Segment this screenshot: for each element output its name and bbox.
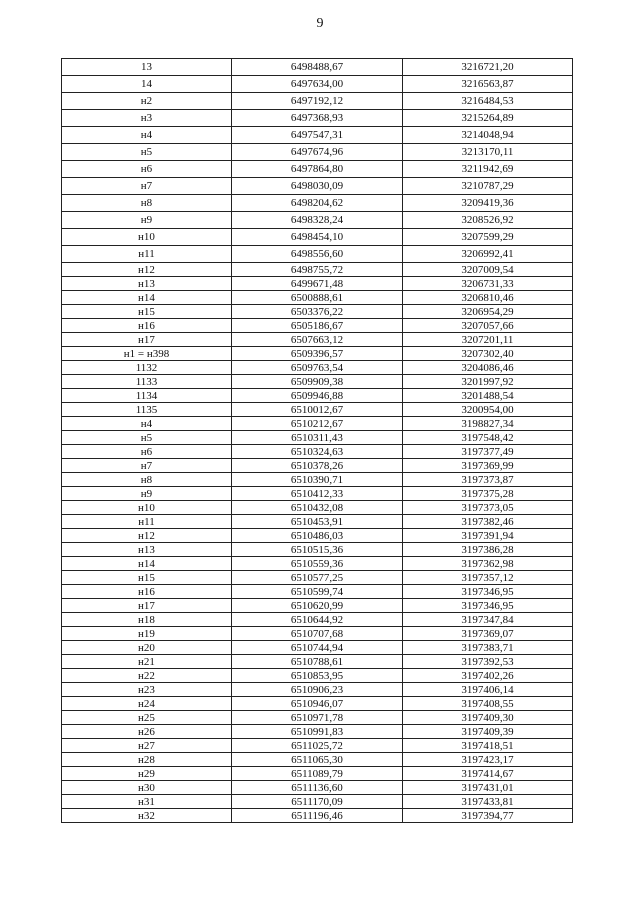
table-row <box>62 277 573 291</box>
table-row <box>62 669 573 683</box>
y-coordinate-cell: 3197409,30 <box>403 711 573 725</box>
table-row <box>62 403 573 417</box>
y-coordinate-cell: 3197362,98 <box>403 557 573 571</box>
y-coordinate-cell: 3214048,94 <box>403 127 573 144</box>
point-number-cell: н14 <box>62 557 232 571</box>
table-row <box>62 361 573 375</box>
table-row <box>62 110 573 127</box>
x-coordinate-cell: 6511089,79 <box>232 767 403 781</box>
x-coordinate-cell: 6503376,22 <box>232 305 403 319</box>
table-row <box>62 93 573 110</box>
table-row <box>62 459 573 473</box>
point-number-cell: н15 <box>62 571 232 585</box>
y-coordinate-cell: 3197373,87 <box>403 473 573 487</box>
point-number-cell: н15 <box>62 305 232 319</box>
x-coordinate-cell: 6510707,68 <box>232 627 403 641</box>
x-coordinate-cell: 6498204,62 <box>232 195 403 212</box>
y-coordinate-cell: 3197369,99 <box>403 459 573 473</box>
y-coordinate-cell: 3210787,29 <box>403 178 573 195</box>
table-row <box>62 683 573 697</box>
table-row <box>62 473 573 487</box>
point-number-cell: н23 <box>62 683 232 697</box>
point-number-cell: н31 <box>62 795 232 809</box>
y-coordinate-cell: 3207057,66 <box>403 319 573 333</box>
point-number-cell: н8 <box>62 195 232 212</box>
x-coordinate-cell: 6510390,71 <box>232 473 403 487</box>
y-coordinate-cell: 3211942,69 <box>403 161 573 178</box>
x-coordinate-cell: 6498488,67 <box>232 59 403 76</box>
y-coordinate-cell: 3216563,87 <box>403 76 573 93</box>
table-row <box>62 291 573 305</box>
y-coordinate-cell: 3216721,20 <box>403 59 573 76</box>
x-coordinate-cell: 6498556,60 <box>232 246 403 263</box>
table-row <box>62 627 573 641</box>
x-coordinate-cell: 6511170,09 <box>232 795 403 809</box>
point-number-cell: н10 <box>62 229 232 246</box>
x-coordinate-cell: 6510744,94 <box>232 641 403 655</box>
point-number-cell: н28 <box>62 753 232 767</box>
table-row <box>62 212 573 229</box>
point-number-cell: 1132 <box>62 361 232 375</box>
table-row <box>62 195 573 212</box>
x-coordinate-cell: 6510012,67 <box>232 403 403 417</box>
x-coordinate-cell: 6510991,83 <box>232 725 403 739</box>
x-coordinate-cell: 6511136,60 <box>232 781 403 795</box>
table-row <box>62 809 573 823</box>
y-coordinate-cell: 3197431,01 <box>403 781 573 795</box>
table-row <box>62 431 573 445</box>
y-coordinate-cell: 3197548,42 <box>403 431 573 445</box>
x-coordinate-cell: 6500888,61 <box>232 291 403 305</box>
table-row <box>62 417 573 431</box>
y-coordinate-cell: 3207599,29 <box>403 229 573 246</box>
x-coordinate-cell: 6510515,36 <box>232 543 403 557</box>
x-coordinate-cell: 6510577,25 <box>232 571 403 585</box>
point-number-cell: н9 <box>62 212 232 229</box>
coordinates-table <box>61 58 573 823</box>
point-number-cell: н20 <box>62 641 232 655</box>
point-number-cell: н32 <box>62 809 232 823</box>
y-coordinate-cell: 3197408,55 <box>403 697 573 711</box>
y-coordinate-cell: 3197346,95 <box>403 599 573 613</box>
point-number-cell: 13 <box>62 59 232 76</box>
x-coordinate-cell: 6511025,72 <box>232 739 403 753</box>
point-number-cell: н5 <box>62 431 232 445</box>
table-row <box>62 697 573 711</box>
y-coordinate-cell: 3197357,12 <box>403 571 573 585</box>
x-coordinate-cell: 6505186,67 <box>232 319 403 333</box>
table-row <box>62 487 573 501</box>
point-number-cell: н11 <box>62 246 232 263</box>
table-row <box>62 501 573 515</box>
point-number-cell: н1 = н398 <box>62 347 232 361</box>
y-coordinate-cell: 3197347,84 <box>403 613 573 627</box>
x-coordinate-cell: 6507663,12 <box>232 333 403 347</box>
y-coordinate-cell: 3209419,36 <box>403 195 573 212</box>
y-coordinate-cell: 3197391,94 <box>403 529 573 543</box>
point-number-cell: 1133 <box>62 375 232 389</box>
x-coordinate-cell: 6510644,92 <box>232 613 403 627</box>
table-row <box>62 781 573 795</box>
table-row <box>62 305 573 319</box>
point-number-cell: н13 <box>62 543 232 557</box>
y-coordinate-cell: 3206954,29 <box>403 305 573 319</box>
x-coordinate-cell: 6510311,43 <box>232 431 403 445</box>
point-number-cell: н19 <box>62 627 232 641</box>
point-number-cell: н17 <box>62 333 232 347</box>
point-number-cell: н12 <box>62 529 232 543</box>
table-row <box>62 76 573 93</box>
x-coordinate-cell: 6497674,96 <box>232 144 403 161</box>
y-coordinate-cell: 3197382,46 <box>403 515 573 529</box>
point-number-cell: н21 <box>62 655 232 669</box>
x-coordinate-cell: 6497634,00 <box>232 76 403 93</box>
coordinates-table-body <box>62 59 573 823</box>
table-row <box>62 445 573 459</box>
y-coordinate-cell: 3207009,54 <box>403 263 573 277</box>
y-coordinate-cell: 3197346,95 <box>403 585 573 599</box>
y-coordinate-cell: 3201488,54 <box>403 389 573 403</box>
point-number-cell: н18 <box>62 613 232 627</box>
x-coordinate-cell: 6511196,46 <box>232 809 403 823</box>
point-number-cell: н26 <box>62 725 232 739</box>
table-row <box>62 599 573 613</box>
point-number-cell: 14 <box>62 76 232 93</box>
point-number-cell: 1135 <box>62 403 232 417</box>
y-coordinate-cell: 3197409,39 <box>403 725 573 739</box>
y-coordinate-cell: 3197418,51 <box>403 739 573 753</box>
table-row <box>62 767 573 781</box>
x-coordinate-cell: 6498755,72 <box>232 263 403 277</box>
y-coordinate-cell: 3197369,07 <box>403 627 573 641</box>
point-number-cell: н29 <box>62 767 232 781</box>
x-coordinate-cell: 6510946,07 <box>232 697 403 711</box>
table-row <box>62 725 573 739</box>
y-coordinate-cell: 3197392,53 <box>403 655 573 669</box>
table-row <box>62 655 573 669</box>
point-number-cell: н4 <box>62 127 232 144</box>
table-row <box>62 389 573 403</box>
table-row <box>62 515 573 529</box>
point-number-cell: н24 <box>62 697 232 711</box>
y-coordinate-cell: 3201997,92 <box>403 375 573 389</box>
table-row <box>62 613 573 627</box>
table-row <box>62 246 573 263</box>
table-row <box>62 178 573 195</box>
x-coordinate-cell: 6509396,57 <box>232 347 403 361</box>
x-coordinate-cell: 6497547,31 <box>232 127 403 144</box>
x-coordinate-cell: 6509909,38 <box>232 375 403 389</box>
x-coordinate-cell: 6511065,30 <box>232 753 403 767</box>
x-coordinate-cell: 6510620,99 <box>232 599 403 613</box>
y-coordinate-cell: 3215264,89 <box>403 110 573 127</box>
point-number-cell: н25 <box>62 711 232 725</box>
y-coordinate-cell: 3197423,17 <box>403 753 573 767</box>
y-coordinate-cell: 3197406,14 <box>403 683 573 697</box>
point-number-cell: н17 <box>62 599 232 613</box>
table-row <box>62 795 573 809</box>
point-number-cell: н4 <box>62 417 232 431</box>
x-coordinate-cell: 6498328,24 <box>232 212 403 229</box>
point-number-cell: н12 <box>62 263 232 277</box>
point-number-cell: н7 <box>62 178 232 195</box>
point-number-cell: 1134 <box>62 389 232 403</box>
point-number-cell: н22 <box>62 669 232 683</box>
table-row <box>62 529 573 543</box>
table-row <box>62 557 573 571</box>
point-number-cell: н3 <box>62 110 232 127</box>
point-number-cell: н7 <box>62 459 232 473</box>
table-row <box>62 753 573 767</box>
x-coordinate-cell: 6510212,67 <box>232 417 403 431</box>
y-coordinate-cell: 3197414,67 <box>403 767 573 781</box>
x-coordinate-cell: 6510486,03 <box>232 529 403 543</box>
x-coordinate-cell: 6510559,36 <box>232 557 403 571</box>
point-number-cell: н30 <box>62 781 232 795</box>
y-coordinate-cell: 3206992,41 <box>403 246 573 263</box>
x-coordinate-cell: 6510599,74 <box>232 585 403 599</box>
table-row <box>62 641 573 655</box>
point-number-cell: н9 <box>62 487 232 501</box>
x-coordinate-cell: 6510788,61 <box>232 655 403 669</box>
table-row <box>62 739 573 753</box>
y-coordinate-cell: 3200954,00 <box>403 403 573 417</box>
table-row <box>62 59 573 76</box>
point-number-cell: н27 <box>62 739 232 753</box>
x-coordinate-cell: 6510906,23 <box>232 683 403 697</box>
x-coordinate-cell: 6498454,10 <box>232 229 403 246</box>
y-coordinate-cell: 3206731,33 <box>403 277 573 291</box>
y-coordinate-cell: 3208526,92 <box>403 212 573 229</box>
y-coordinate-cell: 3197377,49 <box>403 445 573 459</box>
point-number-cell: н10 <box>62 501 232 515</box>
point-number-cell: н5 <box>62 144 232 161</box>
x-coordinate-cell: 6509763,54 <box>232 361 403 375</box>
point-number-cell: н2 <box>62 93 232 110</box>
x-coordinate-cell: 6510432,08 <box>232 501 403 515</box>
x-coordinate-cell: 6499671,48 <box>232 277 403 291</box>
x-coordinate-cell: 6510378,26 <box>232 459 403 473</box>
point-number-cell: н8 <box>62 473 232 487</box>
x-coordinate-cell: 6510412,33 <box>232 487 403 501</box>
y-coordinate-cell: 3197394,77 <box>403 809 573 823</box>
x-coordinate-cell: 6497368,93 <box>232 110 403 127</box>
table-row <box>62 263 573 277</box>
point-number-cell: н11 <box>62 515 232 529</box>
table-row <box>62 161 573 178</box>
y-coordinate-cell: 3216484,53 <box>403 93 573 110</box>
table-row <box>62 711 573 725</box>
x-coordinate-cell: 6497192,12 <box>232 93 403 110</box>
y-coordinate-cell: 3206810,46 <box>403 291 573 305</box>
x-coordinate-cell: 6498030,09 <box>232 178 403 195</box>
point-number-cell: н6 <box>62 445 232 459</box>
y-coordinate-cell: 3198827,34 <box>403 417 573 431</box>
x-coordinate-cell: 6510971,78 <box>232 711 403 725</box>
x-coordinate-cell: 6510453,91 <box>232 515 403 529</box>
point-number-cell: н14 <box>62 291 232 305</box>
table-row <box>62 333 573 347</box>
y-coordinate-cell: 3197375,28 <box>403 487 573 501</box>
table-row <box>62 585 573 599</box>
y-coordinate-cell: 3197383,71 <box>403 641 573 655</box>
table-row <box>62 347 573 361</box>
page-number: 9 <box>316 16 324 31</box>
point-number-cell: н16 <box>62 585 232 599</box>
point-number-cell: н6 <box>62 161 232 178</box>
y-coordinate-cell: 3204086,46 <box>403 361 573 375</box>
point-number-cell: н13 <box>62 277 232 291</box>
y-coordinate-cell: 3197373,05 <box>403 501 573 515</box>
y-coordinate-cell: 3197386,28 <box>403 543 573 557</box>
y-coordinate-cell: 3197402,26 <box>403 669 573 683</box>
y-coordinate-cell: 3207302,40 <box>403 347 573 361</box>
y-coordinate-cell: 3197433,81 <box>403 795 573 809</box>
table-row <box>62 375 573 389</box>
table-row <box>62 319 573 333</box>
x-coordinate-cell: 6509946,88 <box>232 389 403 403</box>
x-coordinate-cell: 6510853,95 <box>232 669 403 683</box>
table-row <box>62 127 573 144</box>
point-number-cell: н16 <box>62 319 232 333</box>
table-row <box>62 571 573 585</box>
table-row <box>62 543 573 557</box>
table-row <box>62 229 573 246</box>
table-row <box>62 144 573 161</box>
y-coordinate-cell: 3213170,11 <box>403 144 573 161</box>
x-coordinate-cell: 6497864,80 <box>232 161 403 178</box>
y-coordinate-cell: 3207201,11 <box>403 333 573 347</box>
x-coordinate-cell: 6510324,63 <box>232 445 403 459</box>
